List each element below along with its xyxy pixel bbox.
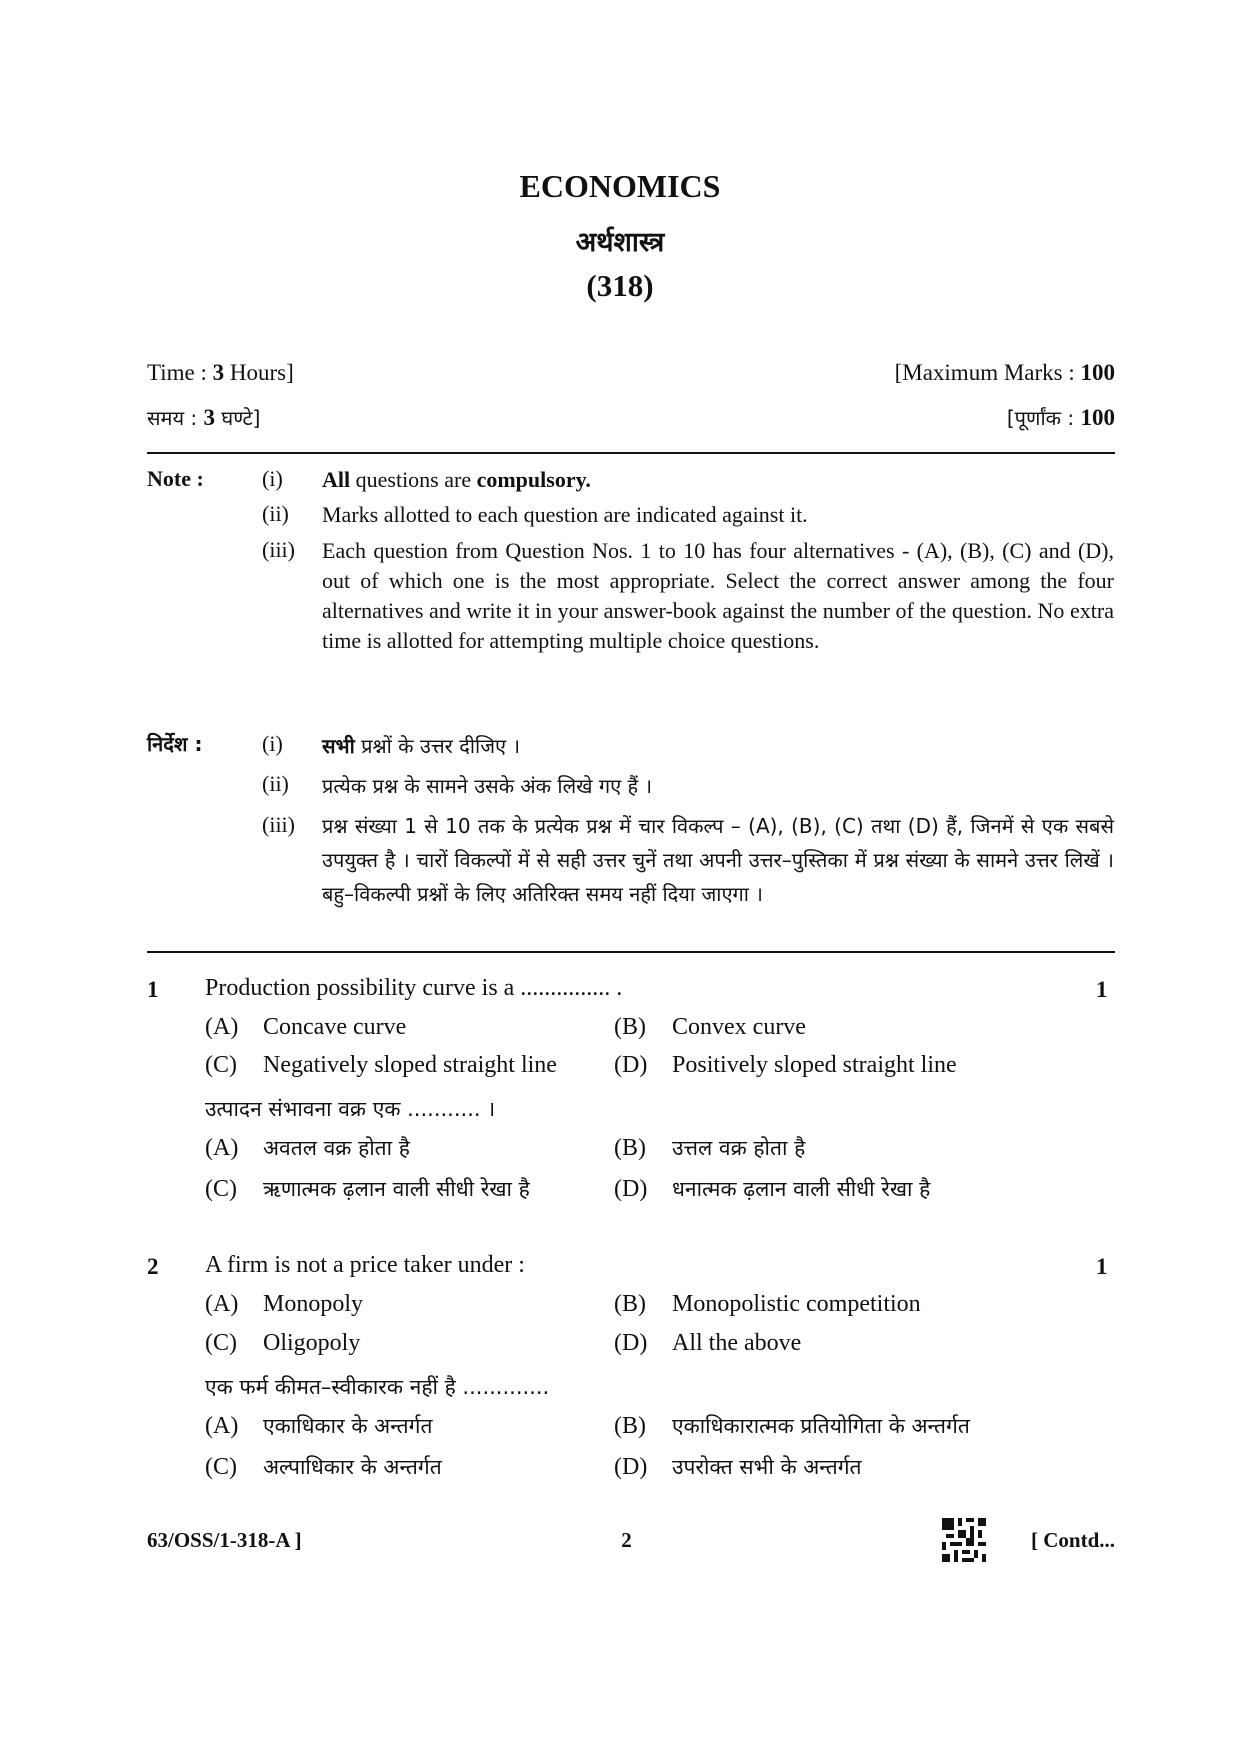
nirdesh-label: निर्देश : xyxy=(147,732,203,756)
note-label: Note : xyxy=(147,466,204,491)
qr-code-icon xyxy=(942,1518,986,1562)
q1-option-a-english: (A) Concave curve xyxy=(205,1014,407,1040)
subject-code: (318) xyxy=(586,268,654,303)
q1-option-c-hindi: (C) ऋणात्मक ढ़लान वाली सीधी रेखा है xyxy=(205,1176,530,1202)
q2-option-d-english: (D) All the above xyxy=(614,1330,802,1356)
q1-option-d-hindi: (D) धनात्मक ढ़लान वाली सीधी रेखा है xyxy=(614,1176,931,1202)
divider-top xyxy=(147,452,1115,454)
subject-title-english: ECONOMICS xyxy=(519,168,721,204)
q2-option-c-hindi: (C) अल्पाधिकार के अन्तर्गत xyxy=(205,1454,442,1480)
q2-option-d-hindi: (D) उपरोक्त सभी के अन्तर्गत xyxy=(614,1454,862,1480)
q1-option-a-hindi: (A) अवतल वक्र होता है xyxy=(205,1135,410,1161)
q1-option-b-english: (B) Convex curve xyxy=(614,1014,806,1040)
note-en-num-1: (i) xyxy=(262,466,283,491)
q1-option-c-english: (C) Negatively sloped straight line xyxy=(205,1052,557,1078)
time-hindi: समय : 3 घण्टे] xyxy=(147,405,261,430)
q1-option-d-english: (D) Positively sloped straight line xyxy=(614,1052,957,1078)
note-en-item-2: Marks allotted to each question are indicated against it. xyxy=(322,502,808,527)
note-en-item-3: Each question from Question Nos. 1 to 10 has four alternatives - (A), (B), (C) and (D), out of which one is the most appropriate. Select the correct answer among the four alternatives and write it in your answer-book against the number of the question. No extra time is allotted for attempting multiple choice questions. xyxy=(322,538,1114,653)
paper-code: 63/OSS/1-318-A ] xyxy=(147,1528,302,1552)
note-hi-num-3: (iii) xyxy=(262,812,295,837)
question-1-text-english: Production possibility curve is a ............... . xyxy=(205,975,623,1001)
q2-option-a-hindi: (A) एकाधिकार के अन्तर्गत xyxy=(205,1413,433,1439)
question-2-text-english: A firm is not a price taker under : xyxy=(205,1252,525,1278)
note-hi-num-1: (i) xyxy=(262,731,283,756)
note-hi-item-1: सभी प्रश्नों के उत्तर दीजिए । xyxy=(322,734,521,758)
question-2-text-hindi: एक फर्म कीमत–स्वीकारक नहीं है ............. xyxy=(205,1375,550,1399)
question-1-marks: 1 xyxy=(1096,977,1108,1002)
divider-notes xyxy=(147,951,1115,953)
subject-title-hindi: अर्थशास्त्र xyxy=(575,227,665,258)
note-hi-num-2: (ii) xyxy=(262,771,289,796)
q1-option-b-hindi: (B) उत्तल वक्र होता है xyxy=(614,1135,806,1161)
question-1-text-hindi: उत्पादन संभावना वक्र एक ........... । xyxy=(205,1097,496,1121)
question-2-marks: 1 xyxy=(1096,1254,1108,1279)
q2-option-b-hindi: (B) एकाधिकारात्मक प्रतियोगिता के अन्तर्गत xyxy=(614,1413,970,1439)
note-hi-item-3: प्रश्न संख्या 1 से 10 तक के प्रत्येक प्रश्न में चार विकल्प – (A), (B), (C) तथा (D) हैं, जिनमें से एक सबसे उपयुक्त है । चारों विकल्पों में से सही उत्तर चुनें तथा अपनी उत्तर–पुस्तिका में प्रश्न संख्या के सामने उत्तर लिखें । बहु–विकल्पी प्रश्नों के लिए अतिरिक्त समय नहीं दिया जाएगा । xyxy=(322,814,1114,906)
note-en-num-2: (ii) xyxy=(262,501,289,526)
max-marks-hindi: [पूर्णांक : 100 xyxy=(1006,405,1115,430)
page-number: 2 xyxy=(621,1528,632,1552)
time-english: Time : 3 Hours] xyxy=(147,360,294,385)
question-2-number: 2 xyxy=(147,1254,159,1279)
contd-label: [ Contd... xyxy=(1030,1528,1115,1552)
q2-option-c-english: (C) Oligopoly xyxy=(205,1330,361,1356)
question-1-number: 1 xyxy=(147,977,159,1002)
q2-option-a-english: (A) Monopoly xyxy=(205,1291,364,1317)
note-en-num-3: (iii) xyxy=(262,537,295,562)
note-hi-item-2: प्रत्येक प्रश्न के सामने उसके अंक लिखे गए हैं । xyxy=(322,774,653,798)
q2-option-b-english: (B) Monopolistic competition xyxy=(614,1291,921,1317)
max-marks-english: [Maximum Marks : 100 xyxy=(894,360,1115,385)
note-en-item-1: All questions are compulsory. xyxy=(322,467,591,492)
